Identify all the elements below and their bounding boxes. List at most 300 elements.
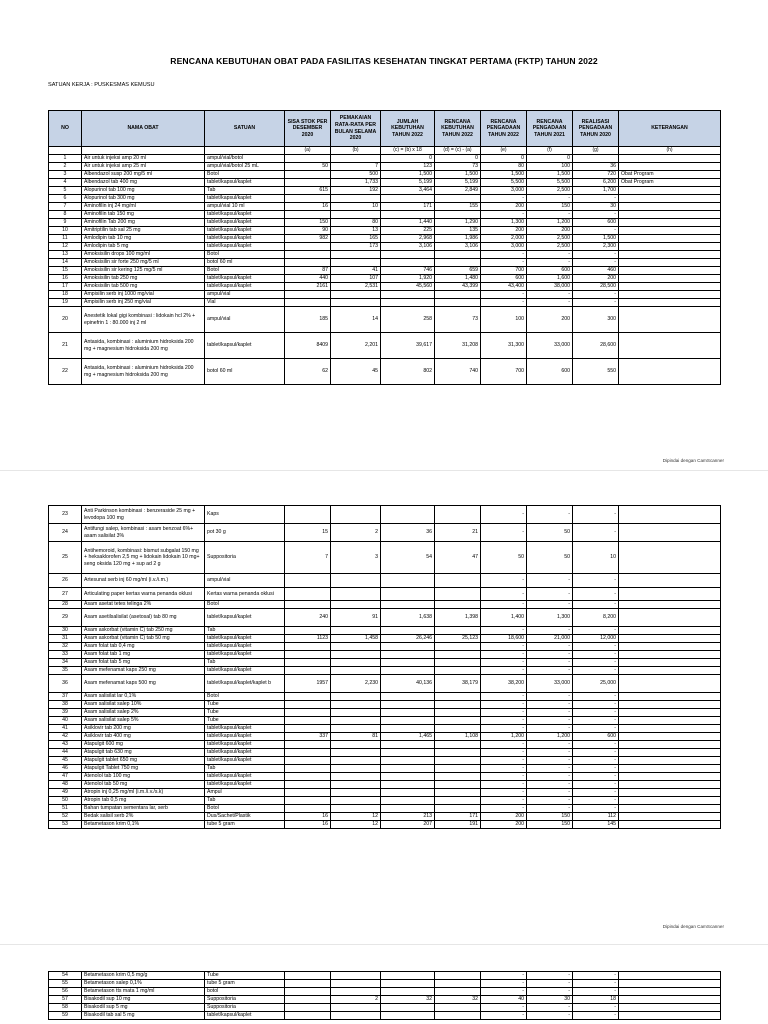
- plan-procure-2022-cell: -: [481, 709, 527, 717]
- plan-procure-2021-cell: 150: [527, 203, 573, 211]
- column-header: RENCANA PENGADAAN TAHUN 2021: [527, 111, 573, 147]
- table-row: [49, 765, 721, 773]
- plan-need-2022-cell: [435, 588, 481, 601]
- plan-procure-2022-cell: -: [481, 757, 527, 765]
- unit-cell: Suppositoria: [205, 996, 285, 1004]
- stock-dec-2020-cell: 90: [285, 227, 331, 235]
- remarks-cell: [619, 243, 721, 251]
- plan-procure-2021-cell: -: [527, 765, 573, 773]
- table-row: [49, 219, 721, 227]
- plan-need-2022-cell: 43,399: [435, 283, 481, 291]
- plan-procure-2021-cell: -: [527, 781, 573, 789]
- plan-procure-2022-cell: -: [481, 749, 527, 757]
- stock-dec-2020-cell: [285, 797, 331, 805]
- plan-procure-2022-cell: 18,600: [481, 635, 527, 643]
- need-2022-cell: [381, 701, 435, 709]
- plan-need-2022-cell: 740: [435, 359, 481, 385]
- unit-cell: ampul/vial: [205, 307, 285, 333]
- drug-name-cell: Antasida, kombinasi : aluminium hidroksida 200 mg + magnesium hidroksida 200 mg: [82, 359, 205, 385]
- table-row: [49, 243, 721, 251]
- realized-2020-cell: -: [573, 299, 619, 307]
- plan-procure-2021-cell: -: [527, 725, 573, 733]
- plan-need-2022-cell: 0: [435, 155, 481, 163]
- unit-cell: Tab: [205, 659, 285, 667]
- plan-need-2022-cell: 1,398: [435, 609, 481, 627]
- remarks-cell: [619, 588, 721, 601]
- row-number-cell: 45: [49, 757, 82, 765]
- realized-2020-cell: -: [573, 789, 619, 797]
- unit-cell: tablet/kapsul/kaplet: [205, 227, 285, 235]
- need-2022-cell: 258: [381, 307, 435, 333]
- need-2022-cell: 1,440: [381, 219, 435, 227]
- unit-cell: tablet/kapsul/kaplet: [205, 733, 285, 741]
- remarks-cell: Obat Program: [619, 171, 721, 179]
- need-2022-cell: 171: [381, 203, 435, 211]
- table-row: [49, 179, 721, 187]
- drug-needs-table-page-1: [48, 110, 721, 385]
- drug-name-cell: Asam asetilsalisilat (asetosal) tab 80 mg: [82, 609, 205, 627]
- plan-procure-2021-cell: -: [527, 506, 573, 524]
- plan-need-2022-cell: 659: [435, 267, 481, 275]
- avg-usage-2020-cell: [331, 757, 381, 765]
- unit-cell: Botol: [205, 693, 285, 701]
- stock-dec-2020-cell: [285, 155, 331, 163]
- formula-cell: (g): [573, 147, 619, 155]
- realized-2020-cell: -: [573, 980, 619, 988]
- formula-cell: (b): [331, 147, 381, 155]
- plan-procure-2022-cell: 38,200: [481, 675, 527, 693]
- table-row: [49, 797, 721, 805]
- plan-procure-2021-cell: -: [527, 980, 573, 988]
- need-2022-cell: [381, 765, 435, 773]
- realized-2020-cell: -: [573, 259, 619, 267]
- realized-2020-cell: -: [573, 524, 619, 542]
- avg-usage-2020-cell: 12: [331, 813, 381, 821]
- stock-dec-2020-cell: 337: [285, 733, 331, 741]
- realized-2020-cell: -: [573, 643, 619, 651]
- formula-cell: (h): [619, 147, 721, 155]
- row-number-cell: 44: [49, 749, 82, 757]
- avg-usage-2020-cell: [331, 211, 381, 219]
- remarks-cell: [619, 203, 721, 211]
- remarks-cell: [619, 609, 721, 627]
- avg-usage-2020-cell: 3: [331, 542, 381, 574]
- stock-dec-2020-cell: [285, 171, 331, 179]
- unit-cell: ampul/vial/botol: [205, 155, 285, 163]
- column-header: RENCANA KEBUTUHAN TAHUN 2022: [435, 111, 481, 147]
- plan-procure-2022-cell: 40: [481, 996, 527, 1004]
- plan-procure-2022-cell: -: [481, 524, 527, 542]
- row-number-cell: 52: [49, 813, 82, 821]
- avg-usage-2020-cell: 192: [331, 187, 381, 195]
- avg-usage-2020-cell: 2: [331, 524, 381, 542]
- avg-usage-2020-cell: 14: [331, 307, 381, 333]
- plan-need-2022-cell: 135: [435, 227, 481, 235]
- need-2022-cell: 5,199: [381, 179, 435, 187]
- plan-procure-2022-cell: 100: [481, 307, 527, 333]
- unit-cell: tablet/kapsul/kaplet: [205, 635, 285, 643]
- plan-procure-2021-cell: 600: [527, 359, 573, 385]
- remarks-cell: [619, 651, 721, 659]
- plan-procure-2022-cell: -: [481, 588, 527, 601]
- plan-procure-2021-cell: 1,300: [527, 609, 573, 627]
- stock-dec-2020-cell: [285, 1004, 331, 1012]
- unit-cell: Kertas warna penanda oklusi: [205, 588, 285, 601]
- need-2022-cell: [381, 781, 435, 789]
- stock-dec-2020-cell: 16: [285, 813, 331, 821]
- plan-procure-2021-cell: 1,600: [527, 275, 573, 283]
- avg-usage-2020-cell: [331, 988, 381, 996]
- table-row: [49, 359, 721, 385]
- row-number-cell: 36: [49, 675, 82, 693]
- drug-name-cell: Betametason salep 0,1%: [82, 980, 205, 988]
- table-formula-row: [49, 147, 721, 155]
- realized-2020-cell: -: [573, 797, 619, 805]
- plan-procure-2021-cell: -: [527, 749, 573, 757]
- table-row: [49, 203, 721, 211]
- avg-usage-2020-cell: 91: [331, 609, 381, 627]
- row-number-cell: 20: [49, 307, 82, 333]
- plan-procure-2022-cell: 1,300: [481, 219, 527, 227]
- need-2022-cell: [381, 251, 435, 259]
- drug-name-cell: Bisakodil tab sal 5 mg: [82, 1012, 205, 1020]
- plan-procure-2022-cell: -: [481, 1004, 527, 1012]
- avg-usage-2020-cell: [331, 781, 381, 789]
- plan-need-2022-cell: [435, 701, 481, 709]
- plan-procure-2022-cell: -: [481, 659, 527, 667]
- drug-name-cell: Amoksisilin sir kering 125 mg/5 ml: [82, 267, 205, 275]
- row-number-cell: 38: [49, 701, 82, 709]
- plan-procure-2022-cell: 1,500: [481, 171, 527, 179]
- stock-dec-2020-cell: [285, 693, 331, 701]
- realized-2020-cell: -: [573, 741, 619, 749]
- table-row: [49, 749, 721, 757]
- need-2022-cell: [381, 717, 435, 725]
- plan-procure-2022-cell: -: [481, 211, 527, 219]
- plan-procure-2021-cell: -: [527, 627, 573, 635]
- plan-need-2022-cell: 1,986: [435, 235, 481, 243]
- table-row: [49, 283, 721, 291]
- plan-procure-2022-cell: -: [481, 506, 527, 524]
- plan-procure-2022-cell: -: [481, 805, 527, 813]
- plan-procure-2022-cell: 0: [481, 155, 527, 163]
- realized-2020-cell: 12,000: [573, 635, 619, 643]
- avg-usage-2020-cell: [331, 797, 381, 805]
- unit-cell: tablet/kapsul/kaplet: [205, 195, 285, 203]
- plan-need-2022-cell: [435, 195, 481, 203]
- avg-usage-2020-cell: [331, 693, 381, 701]
- stock-dec-2020-cell: 16: [285, 821, 331, 829]
- need-2022-cell: 39,617: [381, 333, 435, 359]
- need-2022-cell: [381, 195, 435, 203]
- plan-procure-2022-cell: -: [481, 781, 527, 789]
- remarks-cell: [619, 701, 721, 709]
- table-row: [49, 195, 721, 203]
- avg-usage-2020-cell: [331, 627, 381, 635]
- drug-name-cell: Atropin tab 0,5 mg: [82, 797, 205, 805]
- need-2022-cell: [381, 291, 435, 299]
- drug-name-cell: Air untuk injeksi amp 25 ml: [82, 163, 205, 171]
- table-row: [49, 643, 721, 651]
- stock-dec-2020-cell: 982: [285, 235, 331, 243]
- document-title: RENCANA KEBUTUHAN OBAT PADA FASILITAS KESEHATAN TINGKAT PERTAMA (FKTP) TAHUN 2022: [170, 56, 598, 66]
- avg-usage-2020-cell: [331, 155, 381, 163]
- plan-need-2022-cell: [435, 506, 481, 524]
- row-number-cell: 42: [49, 733, 82, 741]
- plan-procure-2021-cell: 1,500: [527, 171, 573, 179]
- plan-procure-2021-cell: 200: [527, 307, 573, 333]
- realized-2020-cell: 1,500: [573, 235, 619, 243]
- remarks-cell: [619, 725, 721, 733]
- table-row: [49, 609, 721, 627]
- remarks-cell: [619, 781, 721, 789]
- document-page-3: [0, 966, 768, 1024]
- avg-usage-2020-cell: [331, 601, 381, 609]
- unit-cell: tablet/kapsul/kaplet: [205, 609, 285, 627]
- need-2022-cell: [381, 643, 435, 651]
- drug-name-cell: Amlodipin tab 5 mg: [82, 243, 205, 251]
- plan-procure-2021-cell: -: [527, 651, 573, 659]
- table-row: [49, 506, 721, 524]
- avg-usage-2020-cell: [331, 709, 381, 717]
- drug-name-cell: Betametason krim 0,5 mg/g: [82, 972, 205, 980]
- remarks-cell: [619, 773, 721, 781]
- remarks-cell: [619, 667, 721, 675]
- realized-2020-cell: -: [573, 227, 619, 235]
- stock-dec-2020-cell: [285, 574, 331, 588]
- plan-procure-2022-cell: 200: [481, 813, 527, 821]
- unit-cell: tablet/kapsul/kaplet: [205, 749, 285, 757]
- plan-need-2022-cell: [435, 643, 481, 651]
- stock-dec-2020-cell: [285, 291, 331, 299]
- need-2022-cell: 40,136: [381, 675, 435, 693]
- realized-2020-cell: 10: [573, 542, 619, 574]
- formula-cell: (f): [527, 147, 573, 155]
- remarks-cell: [619, 659, 721, 667]
- unit-cell: tablet/kapsul/kaplet: [205, 235, 285, 243]
- stock-dec-2020-cell: 615: [285, 187, 331, 195]
- table-row: [49, 996, 721, 1004]
- realized-2020-cell: 1,700: [573, 187, 619, 195]
- plan-procure-2021-cell: 33,000: [527, 333, 573, 359]
- realized-2020-cell: -: [573, 651, 619, 659]
- formula-cell: (a): [285, 147, 331, 155]
- row-number-cell: 18: [49, 291, 82, 299]
- avg-usage-2020-cell: [331, 643, 381, 651]
- drug-name-cell: Anestetik lokal gigi kombinasi : lidokain hcl 2% + epinefrin 1 : 80.000 inj 2 ml: [82, 307, 205, 333]
- drug-name-cell: Bahan tumpatan sementara lar, serb: [82, 805, 205, 813]
- drug-name-cell: Amoksisilin tab 250 mg: [82, 275, 205, 283]
- row-number-cell: 2: [49, 163, 82, 171]
- stock-dec-2020-cell: [285, 725, 331, 733]
- drug-name-cell: Amitriptilin tab sal 25 mg: [82, 227, 205, 235]
- avg-usage-2020-cell: [331, 1004, 381, 1012]
- stock-dec-2020-cell: 2161: [285, 283, 331, 291]
- unit-cell: tablet/kapsul/kaplet: [205, 757, 285, 765]
- plan-need-2022-cell: 73: [435, 307, 481, 333]
- drug-name-cell: Atenolol tab 50 mg: [82, 781, 205, 789]
- avg-usage-2020-cell: [331, 725, 381, 733]
- table-row: [49, 307, 721, 333]
- stock-dec-2020-cell: [285, 972, 331, 980]
- plan-procure-2022-cell: -: [481, 299, 527, 307]
- row-number-cell: 32: [49, 643, 82, 651]
- avg-usage-2020-cell: 2,230: [331, 675, 381, 693]
- stock-dec-2020-cell: [285, 749, 331, 757]
- unit-cell: Tube: [205, 709, 285, 717]
- drug-name-cell: Atropin inj 0,25 mg/ml (i.m./i.v./s.k): [82, 789, 205, 797]
- row-number-cell: 57: [49, 996, 82, 1004]
- avg-usage-2020-cell: 173: [331, 243, 381, 251]
- drug-name-cell: Asam salisilat salep 10%: [82, 701, 205, 709]
- row-number-cell: 58: [49, 1004, 82, 1012]
- plan-procure-2022-cell: 600: [481, 275, 527, 283]
- plan-procure-2021-cell: 30: [527, 996, 573, 1004]
- row-number-cell: 14: [49, 259, 82, 267]
- drug-name-cell: Asam askorbat (vitamin C) tab 50 mg: [82, 635, 205, 643]
- need-2022-cell: [381, 709, 435, 717]
- avg-usage-2020-cell: [331, 659, 381, 667]
- need-2022-cell: [381, 667, 435, 675]
- plan-procure-2021-cell: -: [527, 1004, 573, 1012]
- unit-cell: Botol: [205, 171, 285, 179]
- scan-watermark: Dipindai dengan CamScanner: [662, 924, 724, 929]
- table-header-row: [49, 111, 721, 147]
- stock-dec-2020-cell: [285, 251, 331, 259]
- unit-cell: pot 30 g: [205, 524, 285, 542]
- plan-need-2022-cell: [435, 1012, 481, 1020]
- remarks-cell: [619, 251, 721, 259]
- plan-need-2022-cell: [435, 574, 481, 588]
- need-2022-cell: [381, 588, 435, 601]
- table-row: [49, 1012, 721, 1020]
- table-row: [49, 1004, 721, 1012]
- unit-cell: tablet/kapsul/kaplet: [205, 219, 285, 227]
- remarks-cell: [619, 187, 721, 195]
- drug-name-cell: Anti Parkinson kombinasi : benzeraside 25 mg + levodopa 100 mg: [82, 506, 205, 524]
- plan-need-2022-cell: [435, 741, 481, 749]
- need-2022-cell: [381, 693, 435, 701]
- page-separator: [0, 470, 768, 471]
- unit-cell: tablet/kapsul/kaplet: [205, 741, 285, 749]
- drug-name-cell: Amoksisilin sir forte 250 mg/5 ml: [82, 259, 205, 267]
- plan-need-2022-cell: 25,123: [435, 635, 481, 643]
- drug-name-cell: Asiklovir tab 200 mg: [82, 725, 205, 733]
- drug-name-cell: Aminofilin inj 24 mg/ml: [82, 203, 205, 211]
- need-2022-cell: 225: [381, 227, 435, 235]
- plan-procure-2021-cell: 150: [527, 813, 573, 821]
- avg-usage-2020-cell: 10: [331, 203, 381, 211]
- plan-need-2022-cell: [435, 659, 481, 667]
- remarks-cell: [619, 601, 721, 609]
- remarks-cell: [619, 333, 721, 359]
- avg-usage-2020-cell: [331, 717, 381, 725]
- need-2022-cell: 32: [381, 996, 435, 1004]
- drug-name-cell: Asam mefenamat kaps 250 mg: [82, 667, 205, 675]
- unit-cell: tablet/kapsul/kaplet: [205, 773, 285, 781]
- plan-procure-2021-cell: 200: [527, 227, 573, 235]
- table-row: [49, 275, 721, 283]
- unit-cell: tablet/kapsul/kaplet: [205, 211, 285, 219]
- realized-2020-cell: -: [573, 805, 619, 813]
- plan-need-2022-cell: 47: [435, 542, 481, 574]
- plan-procure-2022-cell: 31,300: [481, 333, 527, 359]
- plan-need-2022-cell: 21: [435, 524, 481, 542]
- table-row: [49, 651, 721, 659]
- unit-cell: ampul/vial/botol 25 mL: [205, 163, 285, 171]
- table-row: [49, 709, 721, 717]
- remarks-cell: [619, 524, 721, 542]
- table-row: [49, 635, 721, 643]
- realized-2020-cell: 8,200: [573, 609, 619, 627]
- unit-cell: tablet/kapsul/kaplet: [205, 651, 285, 659]
- drug-name-cell: Albendazol susp 200 mg/5 ml: [82, 171, 205, 179]
- plan-procure-2021-cell: -: [527, 757, 573, 765]
- stock-dec-2020-cell: [285, 299, 331, 307]
- need-2022-cell: [381, 988, 435, 996]
- plan-procure-2021-cell: -: [527, 299, 573, 307]
- column-header: SATUAN: [205, 111, 285, 147]
- realized-2020-cell: -: [573, 693, 619, 701]
- avg-usage-2020-cell: [331, 651, 381, 659]
- plan-need-2022-cell: [435, 601, 481, 609]
- plan-need-2022-cell: [435, 757, 481, 765]
- plan-need-2022-cell: [435, 717, 481, 725]
- table-row: [49, 659, 721, 667]
- plan-procure-2021-cell: -: [527, 251, 573, 259]
- stock-dec-2020-cell: 1123: [285, 635, 331, 643]
- unit-cell: ampul/vial 10 ml: [205, 203, 285, 211]
- realized-2020-cell: -: [573, 291, 619, 299]
- avg-usage-2020-cell: [331, 980, 381, 988]
- unit-cell: tablet/kapsul/kaplet: [205, 243, 285, 251]
- drug-name-cell: Air untuk injeksi amp 20 ml: [82, 155, 205, 163]
- table-row: [49, 251, 721, 259]
- realized-2020-cell: 145: [573, 821, 619, 829]
- avg-usage-2020-cell: 107: [331, 275, 381, 283]
- need-2022-cell: [381, 627, 435, 635]
- stock-dec-2020-cell: [285, 651, 331, 659]
- stock-dec-2020-cell: [285, 179, 331, 187]
- stock-dec-2020-cell: [285, 980, 331, 988]
- row-number-cell: 49: [49, 789, 82, 797]
- table-row: [49, 781, 721, 789]
- plan-procure-2022-cell: -: [481, 701, 527, 709]
- plan-need-2022-cell: [435, 251, 481, 259]
- avg-usage-2020-cell: [331, 195, 381, 203]
- unit-cell: botol 60 ml: [205, 359, 285, 385]
- need-2022-cell: [381, 659, 435, 667]
- satuan-kerja-label: SATUAN KERJA : PUSKESMAS KEMUSU: [48, 82, 155, 88]
- realized-2020-cell: -: [573, 757, 619, 765]
- avg-usage-2020-cell: 2,201: [331, 333, 381, 359]
- plan-need-2022-cell: 2,849: [435, 187, 481, 195]
- stock-dec-2020-cell: [285, 643, 331, 651]
- table-row: [49, 235, 721, 243]
- remarks-cell: [619, 235, 721, 243]
- plan-procure-2021-cell: -: [527, 643, 573, 651]
- plan-procure-2022-cell: -: [481, 259, 527, 267]
- plan-need-2022-cell: [435, 797, 481, 805]
- plan-procure-2021-cell: -: [527, 195, 573, 203]
- row-number-cell: 39: [49, 709, 82, 717]
- need-2022-cell: 746: [381, 267, 435, 275]
- need-2022-cell: 2,968: [381, 235, 435, 243]
- drug-name-cell: Atapulgit 600 mg: [82, 741, 205, 749]
- avg-usage-2020-cell: [331, 667, 381, 675]
- avg-usage-2020-cell: [331, 805, 381, 813]
- row-number-cell: 6: [49, 195, 82, 203]
